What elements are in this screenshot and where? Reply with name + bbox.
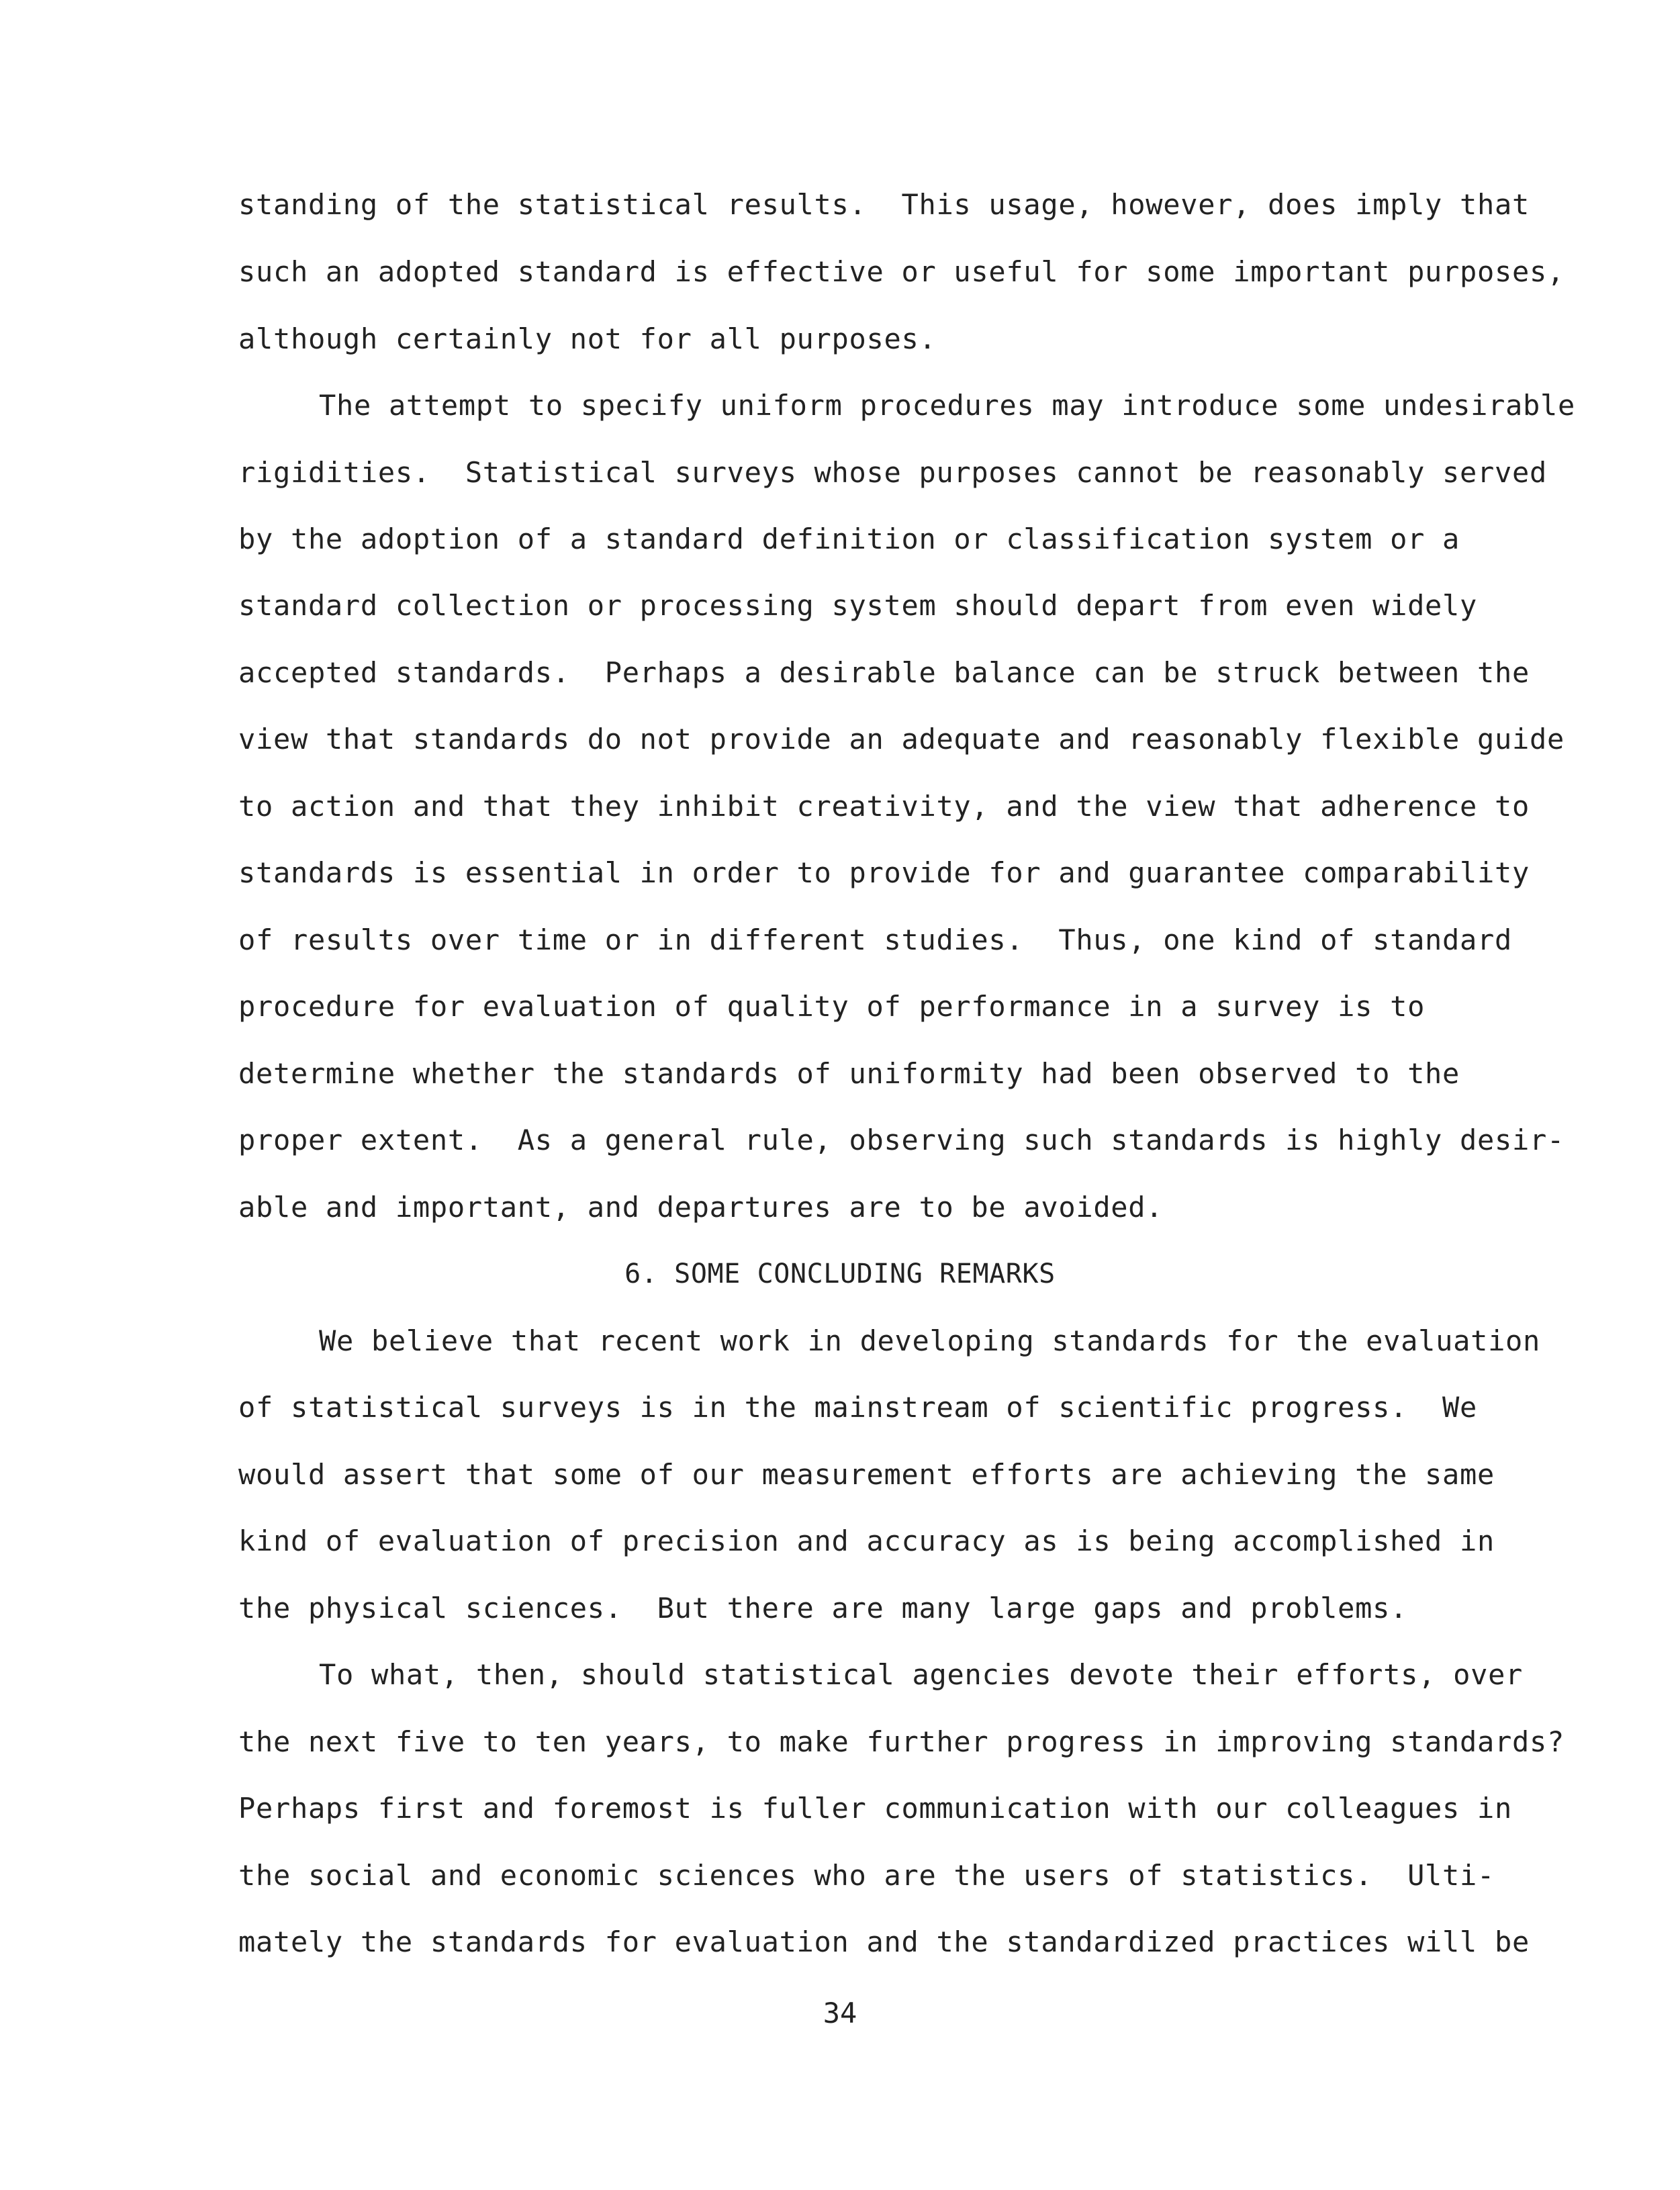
text-line: the social and economic sciences who are the users of statistics. Ulti- — [238, 1859, 1495, 1892]
text-line: procedure for evaluation of quality of performance in a survey is to — [238, 990, 1426, 1023]
text-line: mately the standards for evaluation and the standardized practices will be — [238, 1925, 1530, 1958]
text-line: to action and that they inhibit creativity, and the view that adherence to — [238, 790, 1530, 823]
text-line: standard collection or processing system should depart from even widely — [238, 589, 1478, 622]
text-line: although certainly not for all purposes. — [238, 322, 937, 355]
text-line: To what, then, should statistical agencies devote their efforts, over — [319, 1658, 1524, 1691]
text-line: by the adoption of a standard definition or classification system or a — [238, 522, 1460, 555]
text-line: able and important, and departures are to be avoided. — [238, 1191, 1164, 1224]
text-line: standards is essential in order to provide for and guarantee comparability — [238, 856, 1530, 889]
text-line: such an adopted standard is effective or useful for some important purposes, — [238, 255, 1565, 288]
text-line: Perhaps first and foremost is fuller communication with our colleagues in — [238, 1792, 1512, 1825]
text-line: of statistical surveys is in the mainstream of scientific progress. We — [238, 1391, 1478, 1424]
text-line: standing of the statistical results. This usage, however, does imply that — [238, 188, 1530, 221]
text-line: rigidities. Statistical surveys whose purposes cannot be reasonably served — [238, 456, 1547, 489]
page-number: 34 — [823, 1997, 857, 2029]
text-line: accepted standards. Perhaps a desirable balance can be struck between the — [238, 656, 1530, 689]
text-line: the next five to ten years, to make further progress in improving standards? — [238, 1725, 1565, 1758]
text-line: kind of evaluation of precision and accuracy as is being accomplished in — [238, 1524, 1495, 1557]
text-line: The attempt to specify uniform procedures may introduce some undesirable — [319, 389, 1576, 422]
section-heading: 6. SOME CONCLUDING REMARKS — [624, 1259, 1056, 1289]
text-line: proper extent. As a general rule, observing such standards is highly desir- — [238, 1124, 1565, 1156]
text-line: would assert that some of our measurement efforts are achieving the same — [238, 1458, 1495, 1491]
text-line: We believe that recent work in developing standards for the evaluation — [319, 1324, 1541, 1357]
text-line: the physical sciences. But there are many large gaps and problems. — [238, 1592, 1408, 1625]
text-line: determine whether the standards of uniformity had been observed to the — [238, 1057, 1460, 1090]
text-line: of results over time or in different studies. Thus, one kind of standard — [238, 923, 1512, 956]
text-line: view that standards do not provide an adequate and reasonably flexible guide — [238, 723, 1565, 756]
